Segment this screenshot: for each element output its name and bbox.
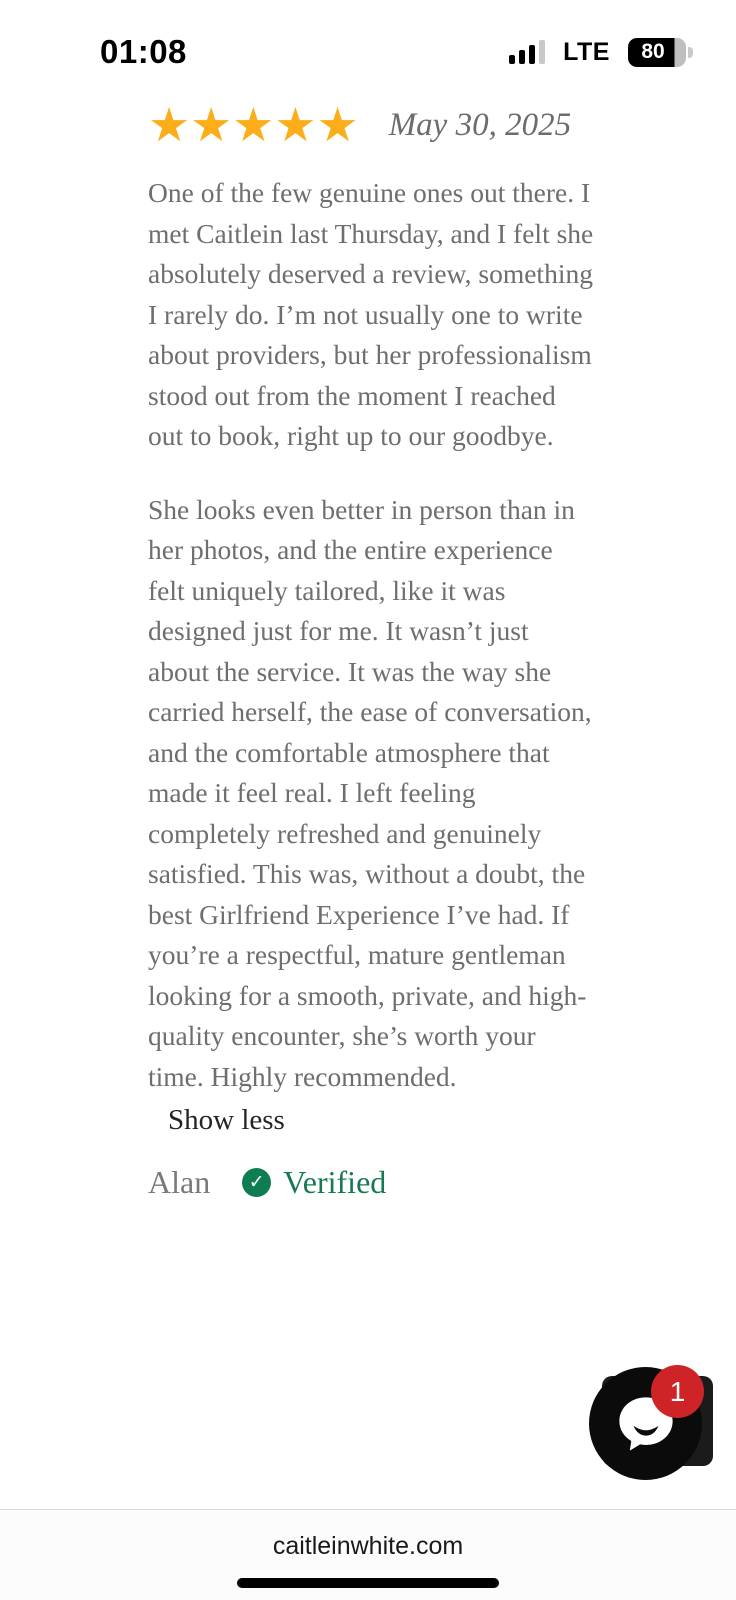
clock: 01:08 — [100, 33, 187, 70]
review-body — [148, 173, 594, 1097]
review-card — [148, 94, 594, 1201]
home-indicator[interactable] — [237, 1578, 499, 1588]
review-paragraph: One of the few genuine ones out there. I met Caitlein last Thursday, and I felt she absolutely deserved a review, something I rarely do. I’m not usually one to write about providers, but her professionalism stood out from the moment I reached out to book, right up to our goodbye. — [148, 177, 594, 451]
battery-cap — [688, 47, 693, 58]
verified-label: Verified — [283, 1164, 387, 1200]
check-icon: ✓ — [242, 1168, 271, 1197]
signal-bars-icon — [509, 40, 545, 64]
browser-bottom-bar — [0, 1509, 736, 1600]
status-bar — [0, 0, 736, 90]
reviewer-row — [148, 1164, 594, 1201]
address-bar[interactable]: caitleinwhite.com — [272, 1532, 464, 1560]
chat-widget-button[interactable] — [602, 1376, 713, 1466]
review-paragraph: She looks even better in person than in her photos, and the entire experience felt uniquely tailored, like it was designed just for me. It wasn’t just about the service. It was the way she carried herself, the ease of conversation, and the comfortable atmosphere that made it feel real. I left feeling completely refreshed and genuinely satisfied. This was, without a doubt, the best Girlfriend Experience I’ve had. If you’re a respectful, mature gentleman looking for a smooth, private, and high-quality encounter, she’s worth your time. Highly recommended. — [148, 493, 592, 1092]
network-type-label: LTE — [563, 37, 610, 66]
status-bar-right — [509, 38, 686, 67]
reviewer-name: Alan — [148, 1164, 211, 1200]
review-date: May 30, 2025 — [388, 106, 572, 143]
show-less-link[interactable]: Show less — [168, 1104, 285, 1136]
battery-icon — [628, 38, 686, 67]
rating-row — [148, 94, 594, 156]
chat-notification-badge: 1 — [651, 1365, 704, 1418]
verified-badge — [242, 1164, 386, 1201]
star-rating: ★★★★★ — [148, 97, 359, 153]
battery-percent: 80 — [641, 40, 665, 63]
